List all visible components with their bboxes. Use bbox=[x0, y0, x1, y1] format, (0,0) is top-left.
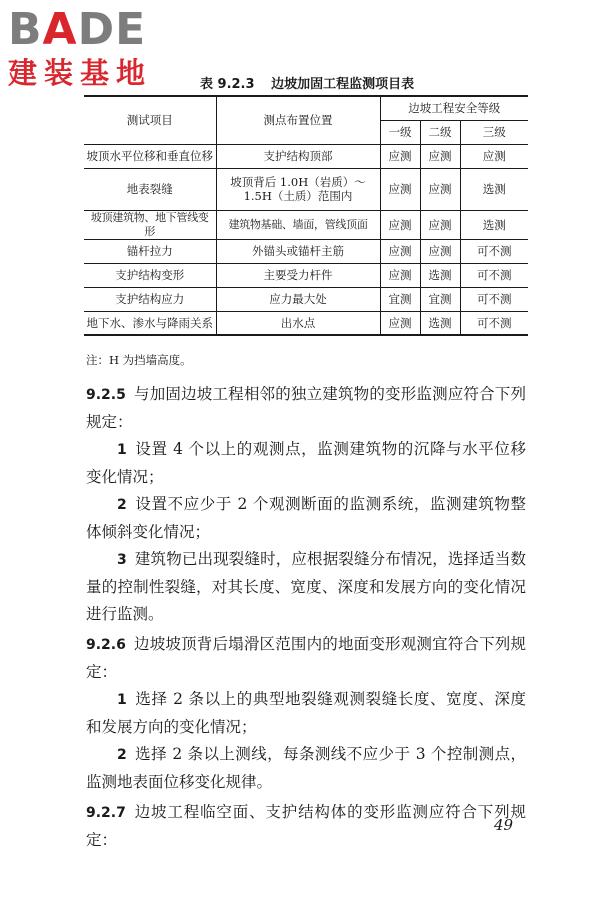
cell-location-line: 1.5H（土质）范围内 bbox=[243, 189, 353, 203]
clause-text: 与加固边坡工程相邻的独立建筑物的变形监测应符合下列规定： bbox=[86, 385, 526, 431]
table-number: 表 9.2.3 bbox=[200, 77, 255, 92]
header-grade-group: 边坡工程安全等级 bbox=[380, 96, 528, 120]
cell-grade-3: 可不测 bbox=[460, 239, 528, 263]
cell-location: 外锚头或锚杆主筋 bbox=[216, 239, 380, 263]
cell-grade-1: 宜测 bbox=[380, 287, 420, 311]
cell-location-line: 坡顶背后 1.0H（岩质）～ bbox=[230, 175, 366, 189]
item-text: 建筑物已出现裂缝时，应根据裂缝分布情况，选择适当数量的控制性裂缝，对其长度、宽度、深度和发展方向的变化情况进行监测。 bbox=[86, 550, 526, 623]
cell-grade-1: 应测 bbox=[380, 210, 420, 239]
clause-9-2-5 bbox=[86, 381, 526, 436]
cell-grade-2: 宜测 bbox=[420, 287, 460, 311]
item-number: 3 bbox=[117, 552, 127, 568]
table-note: 注：H 为挡墙高度。 bbox=[86, 353, 192, 367]
cell-item: 地表裂缝 bbox=[84, 168, 216, 210]
monitoring-table bbox=[84, 95, 528, 336]
cell-grade-1: 应测 bbox=[380, 239, 420, 263]
cell-location: 出水点 bbox=[216, 311, 380, 335]
item-number: 2 bbox=[117, 747, 127, 763]
cell-location: 主要受力杆件 bbox=[216, 263, 380, 287]
item-text: 选择 2 条以上的典型地裂缝观测裂缝长度、宽度、深度和发展方向的变化情况； bbox=[86, 690, 526, 736]
cell-grade-1: 应测 bbox=[380, 263, 420, 287]
clause-text: 边坡坡顶背后塌滑区范围内的地面变形观测宜符合下列规定： bbox=[86, 635, 526, 681]
logo-subtitle: 建装基地 bbox=[8, 56, 153, 90]
cell-location bbox=[216, 168, 380, 210]
header-item: 测试项目 bbox=[84, 96, 216, 144]
cell-grade-3: 可不测 bbox=[460, 287, 528, 311]
cell-item: 锚杆拉力 bbox=[84, 239, 216, 263]
cell-grade-3: 选测 bbox=[460, 210, 528, 239]
item-number: 1 bbox=[117, 692, 127, 708]
clause-text: 边坡工程临空面、支护结构体的变形监测应符合下列规定： bbox=[86, 803, 526, 849]
table-row bbox=[84, 144, 528, 168]
list-item bbox=[86, 436, 526, 491]
cell-grade-1: 应测 bbox=[380, 311, 420, 335]
cell-grade-2: 应测 bbox=[420, 239, 460, 263]
clause-number: 9.2.5 bbox=[86, 387, 126, 403]
logo-wordmark: BADE bbox=[8, 4, 147, 55]
cell-item: 支护结构应力 bbox=[84, 287, 216, 311]
list-item bbox=[86, 741, 526, 796]
cell-location: 支护结构顶部 bbox=[216, 144, 380, 168]
cell-grade-1: 应测 bbox=[380, 168, 420, 210]
item-number: 2 bbox=[117, 497, 127, 513]
cell-item: 坡顶建筑物、地下管线变形 bbox=[84, 210, 216, 239]
table-row bbox=[84, 210, 528, 239]
cell-item: 地下水、渗水与降雨关系 bbox=[84, 311, 216, 335]
header-grade-1: 一级 bbox=[380, 120, 420, 144]
body-text bbox=[86, 378, 526, 854]
table-row bbox=[84, 311, 528, 335]
table-title bbox=[200, 73, 414, 92]
cell-location: 建筑物基础、墙面，管线顶面 bbox=[216, 210, 380, 239]
cell-location: 应力最大处 bbox=[216, 287, 380, 311]
header-location: 测点布置位置 bbox=[216, 96, 380, 144]
header-grade-2: 二级 bbox=[420, 120, 460, 144]
item-text: 设置 4 个以上的观测点，监测建筑物的沉降与水平位移变化情况； bbox=[86, 440, 526, 486]
cell-grade-3: 选测 bbox=[460, 168, 528, 210]
table-row bbox=[84, 287, 528, 311]
clause-number: 9.2.6 bbox=[86, 637, 126, 653]
cell-grade-2: 应测 bbox=[420, 144, 460, 168]
item-text: 选择 2 条以上测线，每条测线不应少于 3 个控制测点，监测地表面位移变化规律。 bbox=[86, 745, 526, 791]
page-number: 49 bbox=[494, 816, 514, 834]
cell-grade-2: 选测 bbox=[420, 263, 460, 287]
table-caption: 边坡加固工程监测项目表 bbox=[271, 77, 415, 92]
clause-9-2-6 bbox=[86, 631, 526, 686]
clause-number: 9.2.7 bbox=[86, 805, 126, 821]
cell-grade-2: 应测 bbox=[420, 168, 460, 210]
table-row bbox=[84, 168, 528, 210]
cell-grade-3: 应测 bbox=[460, 144, 528, 168]
list-item bbox=[86, 546, 526, 628]
list-item bbox=[86, 491, 526, 546]
table-row bbox=[84, 263, 528, 287]
cell-grade-3: 可不测 bbox=[460, 263, 528, 287]
item-text: 设置不应少于 2 个观测断面的监测系统，监测建筑物整体倾斜变化情况； bbox=[86, 495, 526, 541]
header-grade-3: 三级 bbox=[460, 120, 528, 144]
cell-item: 坡顶水平位移和垂直位移 bbox=[84, 144, 216, 168]
cell-grade-2: 应测 bbox=[420, 210, 460, 239]
cell-grade-2: 选测 bbox=[420, 311, 460, 335]
item-number: 1 bbox=[117, 442, 127, 458]
list-item bbox=[86, 686, 526, 741]
table-row bbox=[84, 239, 528, 263]
clause-9-2-7 bbox=[86, 799, 526, 854]
cell-grade-3: 可不测 bbox=[460, 311, 528, 335]
logo bbox=[8, 6, 152, 90]
cell-grade-1: 应测 bbox=[380, 144, 420, 168]
cell-item: 支护结构变形 bbox=[84, 263, 216, 287]
